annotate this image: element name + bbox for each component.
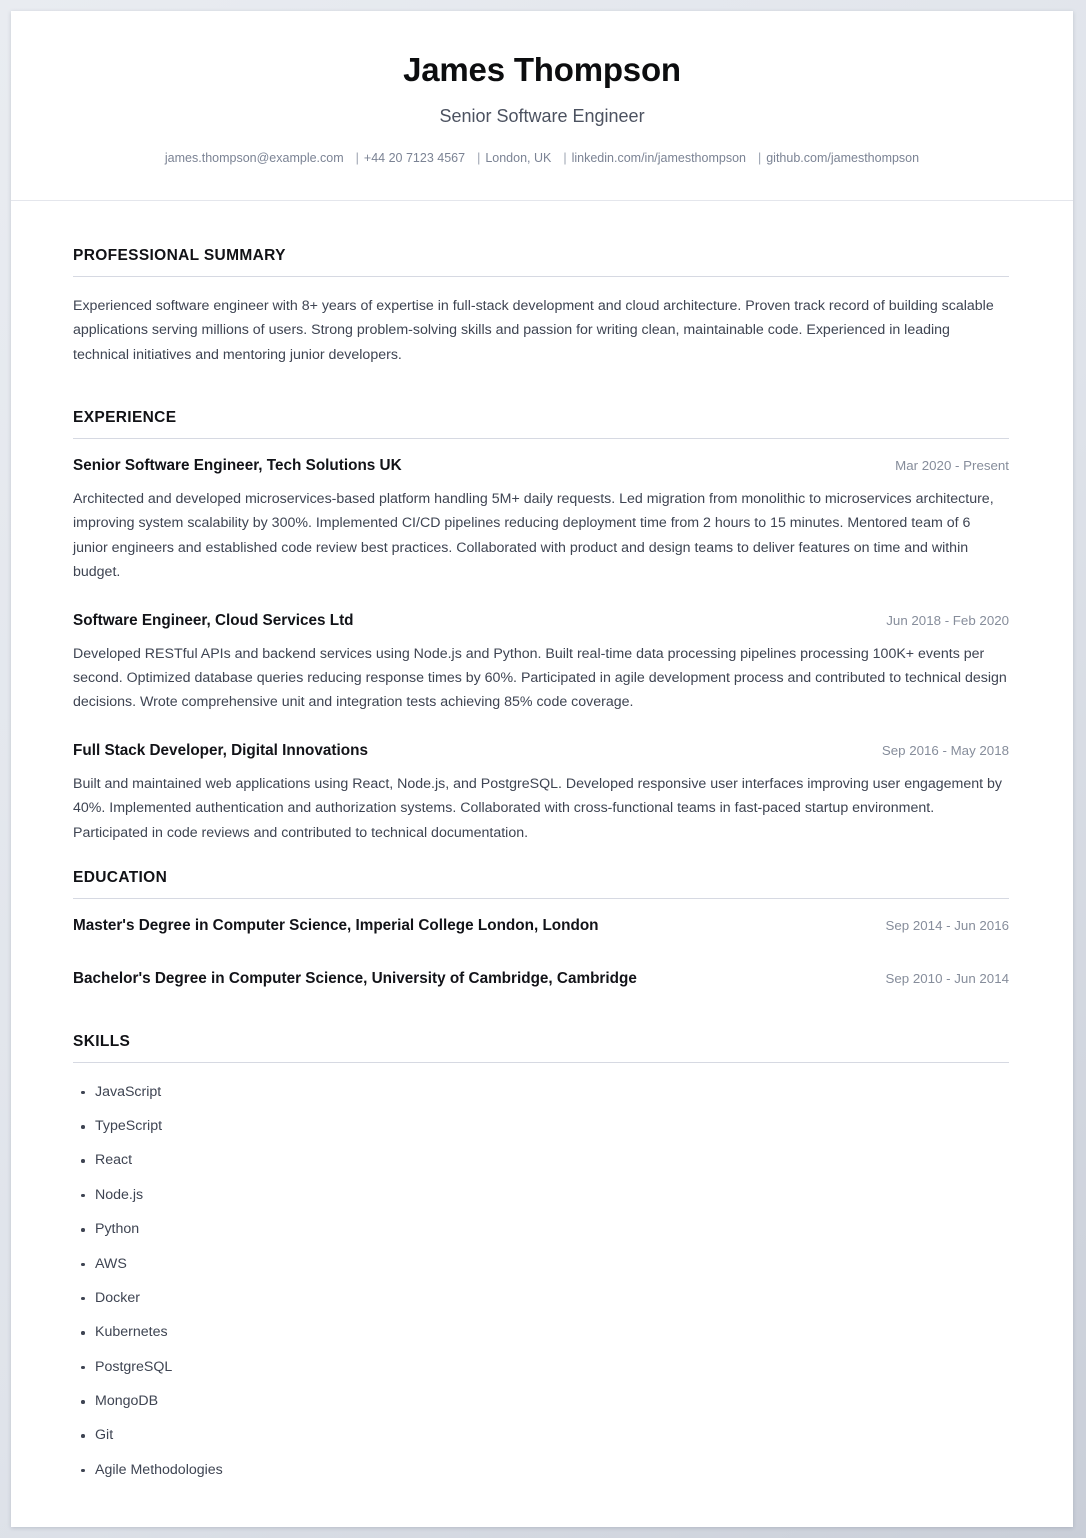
skill-item: Git (73, 1426, 1009, 1446)
section-education (73, 869, 1019, 989)
experience-entry-head (73, 741, 1009, 761)
education-entry-title: Bachelor's Degree in Computer Science, University of Cambridge, Cambridge (73, 969, 637, 987)
contact-linkedin[interactable]: linkedin.com/in/jamesthompson (571, 151, 746, 166)
skill-item: Kubernetes (73, 1323, 1009, 1343)
skill-item: React (73, 1151, 1009, 1171)
skill-item: AWS (73, 1255, 1009, 1275)
experience-entry-description: Built and maintained web applications using React, Node.js, and PostgreSQL. Developed responsive user interfaces improving user engagement by 40%. Implemented authentication and authorization systems. Collaborated with cross-functional teams in fast-paced startup environment. Participated in code reviews and contributed to technical documentation. (73, 775, 1003, 841)
contact-location: London, UK (485, 151, 552, 166)
candidate-job-title: Senior Software Engineer (439, 105, 645, 126)
contact-phone[interactable]: +44 20 7123 4567 (363, 151, 466, 166)
resume-header (11, 11, 1073, 201)
contact-email[interactable]: james.thompson@example.com (164, 151, 344, 166)
skill-item: PostgreSQL (73, 1358, 1009, 1378)
summary-paragraph: Experienced software engineer with 8+ years of expertise in full-stack development and cloud architecture. Proven track record of building scalable applications serving millions of users. Strong problem-solving skills and passion for writing clean, maintainable code. Experienced in leading technical initiatives and mentoring junior developers. (73, 297, 994, 363)
education-entry-head (73, 916, 1009, 936)
section-body-experience (73, 439, 1009, 845)
education-entry-date: Sep 2014 - Jun 2016 (885, 917, 1009, 933)
contact-info-line (73, 150, 1011, 168)
experience-entry-description: Architected and developed microservices-based platform handling 5M+ daily requests. Led migration from monolithic to microservices architecture, improving system scalability by 300%. Implemented CI/CD pipelines reducing deployment time from 2 hours to 15 minutes. Mentored team of 6 junior engineers and established code review best practices. Collaborated with product and design teams to deliver features on time and within budget. (73, 490, 994, 581)
experience-entry-title: Senior Software Engineer, Tech Solutions UK (73, 457, 402, 475)
skills-list (73, 1080, 1009, 1481)
contact-github[interactable]: github.com/jamesthompson (766, 151, 920, 166)
section-body-skills (73, 1063, 1009, 1481)
contact-separator: | (355, 151, 359, 166)
section-body-summary (73, 277, 1009, 367)
section-professional-summary (73, 247, 1019, 367)
experience-entry (73, 456, 1009, 585)
education-entry (73, 969, 1009, 989)
skill-item: MongoDB (73, 1392, 1009, 1412)
experience-entry-head (73, 456, 1009, 476)
experience-entry (73, 741, 1009, 845)
contact-separator: | (757, 151, 762, 166)
education-entry-date: Sep 2010 - Jun 2014 (885, 970, 1009, 986)
resume-document (11, 11, 1073, 1527)
skill-item: Node.js (73, 1186, 1009, 1206)
candidate-name: James Thompson (403, 51, 681, 88)
skill-item: Agile Methodologies (73, 1461, 1009, 1481)
experience-entry-title: Software Engineer, Cloud Services Ltd (73, 611, 354, 629)
experience-entry (73, 611, 1009, 715)
skill-item: Docker (73, 1289, 1009, 1309)
education-entry-title: Master's Degree in Computer Science, Imperial College London, London (73, 916, 599, 934)
section-skills (73, 1033, 1019, 1481)
section-heading-experience: EXPERIENCE (73, 409, 1009, 439)
education-entry-head (73, 969, 1009, 989)
experience-entry-description: Developed RESTful APIs and backend services using Node.js and Python. Built real-time data processing pipelines processing 100K+ events per second. Optimized database queries reducing response times by 60%. Participated in agile development process and contributed to technical design decisions. Wrote comprehensive unit and integration tests achieving 85% code coverage. (73, 645, 1007, 711)
section-heading-summary: PROFESSIONAL SUMMARY (73, 247, 1009, 277)
experience-entry-title: Full Stack Developer, Digital Innovations (73, 741, 368, 759)
experience-entry-head (73, 611, 1009, 631)
experience-entry-date: Sep 2016 - May 2018 (881, 742, 1009, 758)
experience-entry-date: Jun 2018 - Feb 2020 (886, 612, 1009, 628)
section-heading-skills: SKILLS (73, 1033, 1009, 1063)
resume-body (11, 201, 1073, 1481)
skill-item: JavaScript (73, 1083, 1009, 1103)
experience-entry-date: Mar 2020 - Present (895, 458, 1009, 474)
section-heading-education: EDUCATION (73, 869, 1009, 899)
section-body-education (73, 899, 1009, 989)
contact-separator: | (477, 151, 481, 166)
contact-separator: | (563, 151, 567, 166)
skill-item: TypeScript (73, 1117, 1009, 1137)
skill-item: Python (73, 1220, 1009, 1240)
section-experience (73, 409, 1019, 845)
education-entry (73, 916, 1009, 936)
